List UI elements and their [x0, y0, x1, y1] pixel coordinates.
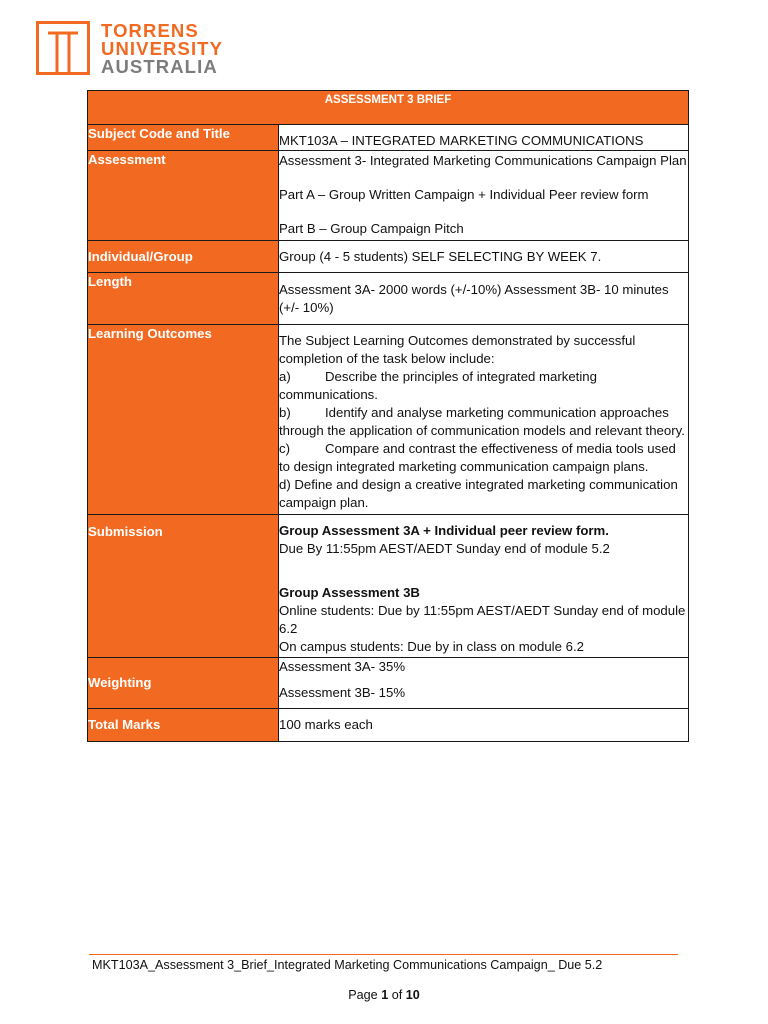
- label-learning-outcomes: Learning Outcomes: [88, 325, 279, 515]
- label-assessment: Assessment: [88, 151, 279, 241]
- row-total-marks: [88, 709, 689, 742]
- submission-heading-a: Group Assessment 3A + Individual peer review form.: [279, 523, 609, 538]
- row-learning-outcomes: [88, 325, 689, 515]
- assessment-title: Assessment 3- Integrated Marketing Communications Campaign Plan: [279, 153, 687, 168]
- row-individual-group: [88, 241, 689, 273]
- outcome-a: a) Describe the principles of integrated marketing communications.: [279, 369, 597, 402]
- torrens-t-logo-icon: [36, 21, 90, 75]
- weighting-b: Assessment 3B- 15%: [279, 685, 406, 700]
- assessment-part-a: Part A – Group Written Campaign + Individual Peer review form: [279, 187, 649, 202]
- label-length: Length: [88, 273, 279, 325]
- value-subject: MKT103A – INTEGRATED MARKETING COMMUNICATIONS: [279, 125, 689, 151]
- row-length: [88, 273, 689, 325]
- value-learning-outcomes: [279, 325, 689, 515]
- logo-line-university: UNIVERSITY: [101, 38, 224, 59]
- label-weighting: Weighting: [88, 658, 279, 709]
- footer-divider: [89, 954, 678, 955]
- value-length: Assessment 3A- 2000 words (+/-10%) Assessment 3B- 10 minutes (+/- 10%): [279, 273, 689, 325]
- logo-wordmark: [101, 22, 223, 76]
- value-weighting: [279, 658, 689, 709]
- submission-online: Online students: Due by 11:55pm AEST/AEDT Sunday end of module 6.2: [279, 603, 686, 636]
- outcomes-intro: The Subject Learning Outcomes demonstrated by successful completion of the task below include:: [279, 333, 636, 366]
- value-total-marks: 100 marks each: [279, 709, 689, 742]
- submission-campus: On campus students: Due by in class on module 6.2: [279, 639, 584, 654]
- torrens-logo: [36, 21, 223, 75]
- outcome-c: c) Compare and contrast the effectiveness of media tools used to design integrated marketing communication campaign plans.: [279, 441, 676, 474]
- footer-document-title: MKT103A_Assessment 3_Brief_Integrated Marketing Communications Campaign_ Due 5.2: [92, 958, 603, 972]
- label-subject: Subject Code and Title: [88, 125, 279, 151]
- value-assessment: [279, 151, 689, 241]
- label-submission: Submission: [88, 515, 279, 658]
- outcome-d: d) Define and design a creative integrated marketing communication campaign plan.: [279, 477, 678, 510]
- row-weighting: [88, 658, 689, 709]
- assessment-part-b: Part B – Group Campaign Pitch: [279, 221, 464, 236]
- value-individual-group: Group (4 - 5 students) SELF SELECTING BY WEEK 7.: [279, 241, 689, 273]
- assessment-brief-table: [87, 90, 689, 742]
- outcome-b: b) Identify and analyse marketing communication approaches through the application of communication models and relevant theory.: [279, 405, 685, 438]
- logo-line-torrens: TORRENS: [101, 20, 199, 41]
- row-submission: [88, 515, 689, 658]
- row-subject: [88, 125, 689, 151]
- submission-due-a: Due By 11:55pm AEST/AEDT Sunday end of module 5.2: [279, 541, 610, 556]
- label-individual-group: Individual/Group: [88, 241, 279, 273]
- submission-heading-b: Group Assessment 3B: [279, 585, 420, 600]
- label-total-marks: Total Marks: [88, 709, 279, 742]
- page-number: Page 1 of 10: [348, 988, 420, 1002]
- weighting-a: Assessment 3A- 35%: [279, 659, 406, 674]
- logo-line-australia: AUSTRALIA: [101, 56, 218, 77]
- value-submission: [279, 515, 689, 658]
- table-header-row: [88, 91, 689, 125]
- table-header: ASSESSMENT 3 BRIEF: [88, 91, 689, 125]
- row-assessment: [88, 151, 689, 241]
